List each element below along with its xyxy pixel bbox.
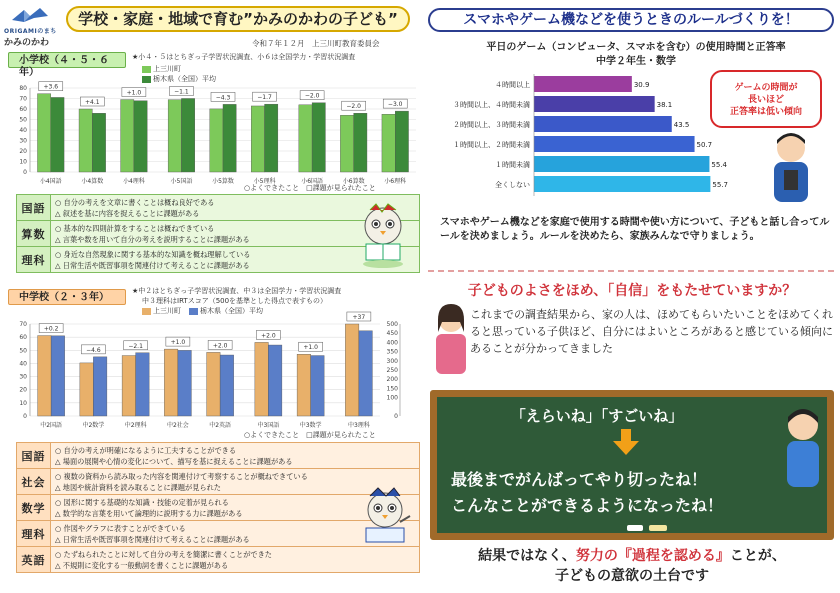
junior-tag: 中学校（２・３年） — [8, 289, 126, 305]
game-value-label: 43.5 — [673, 121, 690, 129]
junior-legend — [142, 306, 263, 316]
jh-diff-label: +2.0 — [261, 332, 276, 340]
elementary-comment-line: ○ 身近な自然現象に関する基本的な知識を概ね理解している — [55, 249, 251, 259]
jh-ytick: 30 — [19, 373, 27, 381]
bottom-line1-emphasis: 努力の『過程を認める』 — [575, 548, 730, 564]
junior-comment-line: ○ たずねられたことに対して自分の考えを簡潔に書くことができた — [55, 549, 272, 559]
jh-right-ytick: 500 — [386, 321, 398, 328]
jh-diff-label: −2.1 — [128, 342, 143, 350]
el-diff-label: −2.0 — [304, 92, 320, 100]
jh-right-ytick: 350 — [386, 348, 398, 356]
el-diff-label: +1.0 — [126, 89, 142, 97]
game-category-label: ４時間以上 — [495, 81, 530, 89]
callout-line2: 長いほど — [747, 95, 784, 105]
junior-subject: 国語 — [17, 443, 51, 469]
chalk-2 — [649, 525, 667, 531]
issuer: 令和７年１２月 上三川町教育委員会 — [252, 39, 380, 48]
el-xtick: 小5国語 — [170, 178, 193, 185]
board-line1: 「えらいね」「すごいね」 — [510, 407, 684, 425]
game-value-label: 55.4 — [711, 161, 728, 169]
jh-bar-town — [207, 352, 221, 416]
praise-question: 子どものよさをほめ、「自信」をもたせていますか？ — [467, 283, 797, 299]
el-diff-label: −4.3 — [215, 94, 231, 102]
game-chart-title: 平日のゲーム（コンピュータ、スマホを含む）の使用時間と正答率 — [486, 42, 786, 53]
jh-right-ytick: 150 — [386, 385, 398, 393]
el-xtick: 小4国語 — [39, 178, 62, 185]
elementary-legend — [142, 64, 216, 84]
jh-ytick: 50 — [19, 347, 27, 355]
elementary-subject: 算数 — [17, 221, 51, 247]
junior-chart — [8, 314, 422, 430]
jh-bar-town — [297, 354, 311, 416]
jh-diff-label: +1.0 — [170, 339, 186, 347]
el-ytick: 30 — [19, 137, 27, 145]
elementary-footer-legend: ○よくできたこと □課題が見られたこと — [244, 184, 376, 192]
junior-comment-line: △ 場面の展開や心情の変化について、描写を基に捉えることに課題がある — [55, 456, 293, 466]
divider — [428, 270, 834, 272]
jh-diff-label: +37 — [352, 314, 366, 321]
el-bar-town — [382, 114, 395, 172]
jh-right-ytick: 400 — [386, 339, 398, 347]
el-bar-pref — [312, 103, 325, 172]
game-chart-subtitle: 中学２年生・数学 — [596, 56, 676, 67]
el-bar-pref — [223, 104, 236, 172]
jh-right-ytick: 300 — [386, 357, 398, 365]
legend-town: 上三川町 — [142, 64, 181, 74]
el-diff-label: −2.0 — [346, 103, 361, 111]
game-bar — [534, 156, 709, 172]
game-category-label: ２時間以上、３時間未満 — [453, 121, 530, 129]
junior-comment-line: △ 不規則に変化する一般動詞を書くことに課題がある — [55, 560, 229, 570]
mascot-bird-writing-icon — [356, 486, 414, 550]
jh-xtick: 中3国語 — [257, 422, 280, 429]
jh-bar-pref — [51, 336, 65, 416]
el-bar-town — [251, 106, 264, 172]
junior-row — [17, 547, 420, 573]
game-value-label: 30.9 — [633, 81, 650, 89]
el-ytick: 60 — [19, 106, 27, 113]
junior-subject: 英語 — [17, 547, 51, 573]
mother-icon — [430, 302, 472, 378]
chalk-1 — [627, 525, 643, 531]
junior-comment-line: △ 日常生活や既習事項を関連付けて考えることに課題がある — [55, 534, 250, 544]
el-diff-label: −3.0 — [387, 101, 403, 109]
game-bar — [534, 116, 672, 132]
junior-subject: 理科 — [17, 521, 51, 547]
jh-diff-label: −4.6 — [86, 346, 101, 354]
origami-crane-icon — [10, 6, 50, 24]
junior-comment-line: ○ 作図やグラフに表すことができている — [55, 523, 186, 533]
game-callout — [710, 70, 822, 128]
game-category-label: １時間以上、２時間未満 — [453, 141, 530, 149]
jh-ytick: 20 — [19, 386, 27, 394]
jh-right-ytick: 250 — [386, 367, 398, 374]
el-bar-pref — [265, 104, 278, 172]
el-ytick: 0 — [23, 169, 27, 176]
el-bar-town — [121, 100, 134, 172]
el-bar-pref — [395, 111, 408, 172]
boy-with-phone-icon — [764, 128, 818, 208]
jh-right-ytick: 100 — [386, 394, 398, 402]
jh-bar-town — [38, 336, 52, 416]
junior-comment-line: △ 地図や統計資料を読み取ることに課題が見られた — [55, 482, 221, 492]
junior-comment-line: ○ 複数の資料から読み取った内容を関連付けて考察することが概ねできている — [55, 471, 308, 481]
el-xtick: 小5理科 — [253, 178, 276, 185]
el-bar-pref — [92, 113, 105, 172]
board-lines — [451, 467, 821, 519]
logo-line2: かみのかわ — [4, 38, 50, 48]
el-bar-town — [210, 109, 223, 172]
bottom-line1-c: ことが、 — [729, 548, 786, 564]
game-bar — [534, 76, 632, 92]
rule-text: スマホやゲーム機などを家庭で使用する時間や使い方について、子どもと話し合ってルールを決めましょう。ルールを決めたら、家族みんなで守りましょう。 — [440, 217, 830, 242]
board-line3: こんなことができるようになったね！ — [451, 496, 724, 515]
jh-xtick: 中2数学 — [82, 422, 105, 429]
jh-ytick: 40 — [19, 360, 27, 368]
junior-comment-line: ○ 図形に関する基礎的な知識・技能の定着が見られる — [55, 497, 229, 507]
game-value-label: 38.1 — [656, 101, 673, 109]
el-ytick: 20 — [19, 148, 27, 155]
junior-comment-line: ○ 自分の考えが明確になるように工夫することができる — [55, 445, 237, 455]
el-ytick: 40 — [19, 127, 27, 134]
junior-comment-line: △ 数学的な言葉を用いて論理的に説明する力に課題がある — [55, 508, 243, 518]
legend-jh-pref: 栃木県（全国）平均 — [189, 306, 263, 316]
bottom-message — [430, 546, 834, 586]
el-bar-town — [37, 94, 50, 172]
jh-xtick: 中3理科 — [347, 422, 370, 429]
callout-line3: 正答率は低い傾向 — [729, 107, 802, 117]
jh-bar-pref — [359, 331, 373, 416]
el-xtick: 小5算数 — [212, 178, 234, 185]
el-xtick: 小4理科 — [122, 178, 145, 185]
el-bar-pref — [51, 97, 64, 172]
jh-xtick: 中3数学 — [299, 422, 322, 429]
el-bar-town — [79, 109, 92, 172]
bottom-line1-a: 結果ではなく、 — [478, 548, 576, 564]
elementary-note: ★小４・５はとちぎっ子学習状況調査、小６は全国学力・学習状況調査 — [132, 53, 356, 61]
jh-diff-label: +2.0 — [212, 342, 228, 350]
el-ytick: 80 — [19, 85, 27, 92]
junior-note1: ★中２はとちぎっ子学習状況調査、中３は全国学力・学習状況調査 — [132, 287, 342, 295]
bottom-line1 — [430, 546, 834, 566]
junior-row — [17, 443, 420, 469]
callout-line1: ゲームの時間が — [734, 83, 798, 93]
jh-diff-label: +0.2 — [43, 325, 59, 333]
jh-xtick: 中2英語 — [209, 422, 232, 429]
el-xtick: 小4算数 — [81, 178, 104, 185]
board-line2: 最後までがんばってやり切ったね！ — [451, 470, 708, 489]
rule-banner: スマホやゲーム機などを使うときのルールづくりを！ — [428, 8, 834, 32]
jh-bar-pref — [220, 355, 234, 416]
elementary-comment-line: △ 日常生活や既習事項を関連付けて考えることに課題がある — [55, 260, 250, 270]
jh-bar-town — [80, 363, 94, 416]
legend-jh-town: 上三川町 — [142, 306, 181, 316]
junior-note2: 中３理科はIRTスコア（500を基準とした得点で表すもの） — [142, 297, 328, 305]
junior-footer-legend: ○よくできたこと □課題が見られたこと — [244, 431, 376, 439]
jh-bar-town — [164, 349, 178, 416]
down-arrow-icon — [613, 429, 639, 455]
el-bar-pref — [134, 101, 147, 172]
game-bar — [534, 176, 710, 192]
praise-answer: これまでの調査結果から、家の人は、ほめてもらいたいことをほめてくれると思っている子供ほど、自分にはよいところがあると感じている傾向にあることが分かってきました — [470, 308, 833, 355]
game-category-label: １時間未満 — [495, 161, 530, 169]
jh-bar-town — [122, 356, 136, 416]
el-diff-label: −1.7 — [257, 94, 272, 102]
game-value-label: 55.7 — [712, 181, 728, 189]
game-bar — [534, 136, 695, 152]
el-diff-label: +4.1 — [85, 99, 100, 106]
game-time-chart — [430, 72, 730, 202]
jh-bar-pref — [93, 357, 107, 416]
el-bar-pref — [354, 113, 367, 172]
page-title: 学校・家庭・地域で育む”かみのかわの子ども” — [66, 6, 410, 32]
junior-comments — [51, 443, 420, 469]
jh-xtick: 中2社会 — [166, 422, 189, 429]
el-ytick: 50 — [19, 116, 27, 124]
origami-logo — [4, 6, 62, 52]
jh-xtick: 中2理科 — [124, 422, 147, 429]
elementary-comment-line: △ 言葉や数を用いて自分の考えを説明することに課題がある — [55, 234, 250, 244]
elementary-comment-line: ○ 自分の考えを文章に書くことは概ね良好である — [55, 197, 215, 207]
el-xtick: 小6算数 — [342, 178, 365, 185]
jh-xtick: 中2国語 — [40, 422, 63, 429]
jh-right-ytick: 0 — [394, 413, 398, 420]
game-category-label: 全くしない — [495, 181, 530, 189]
junior-comments — [51, 547, 420, 573]
logo-line1: ORIGAMIのまち — [4, 28, 57, 35]
jh-bar-town — [255, 342, 269, 416]
elementary-comment-line: ○ 基本的な四則計算をすることは概ねできている — [55, 223, 215, 233]
el-bar-pref — [181, 99, 194, 173]
elementary-chart — [8, 82, 422, 186]
elementary-subject: 理科 — [17, 247, 51, 273]
el-diff-label: −1.1 — [174, 88, 189, 96]
jh-right-ytick: 200 — [386, 376, 398, 384]
el-xtick: 小6理科 — [384, 178, 407, 185]
jh-bar-pref — [311, 356, 325, 416]
el-bar-town — [340, 115, 353, 172]
junior-subject: 数学 — [17, 495, 51, 521]
game-bar — [534, 96, 655, 112]
jh-bar-town — [345, 324, 359, 416]
el-bar-town — [299, 105, 312, 172]
boy-smiling-icon — [775, 403, 831, 489]
junior-subject: 社会 — [17, 469, 51, 495]
jh-ytick: 70 — [19, 321, 27, 328]
elementary-subject: 国語 — [17, 195, 51, 221]
jh-ytick: 0 — [23, 413, 27, 420]
bottom-line2: 子どもの意欲の土台です — [555, 568, 709, 584]
el-xtick: 小6国語 — [301, 178, 324, 185]
jh-bar-pref — [268, 345, 282, 416]
el-bar-town — [168, 100, 181, 172]
jh-ytick: 10 — [19, 399, 27, 407]
elementary-comment-line: △ 叙述を基に内容を捉えることに課題がある — [55, 208, 200, 218]
jh-right-ytick: 450 — [386, 330, 398, 338]
jh-ytick: 60 — [19, 334, 27, 342]
blackboard — [430, 390, 834, 540]
jh-bar-pref — [136, 353, 150, 416]
jh-bar-pref — [178, 350, 192, 416]
legend-pref: 栃木県（全国）平均 — [142, 74, 216, 84]
elementary-tag: 小学校（４・５・６年） — [8, 52, 126, 68]
el-ytick: 70 — [19, 95, 27, 103]
mascot-bird-reading-icon — [354, 204, 412, 268]
el-diff-label: +3.6 — [43, 83, 59, 91]
game-category-label: ３時間以上、４時間未満 — [453, 101, 530, 109]
game-value-label: 50.7 — [696, 141, 713, 149]
jh-diff-label: +1.0 — [303, 344, 318, 352]
el-ytick: 10 — [19, 158, 27, 166]
